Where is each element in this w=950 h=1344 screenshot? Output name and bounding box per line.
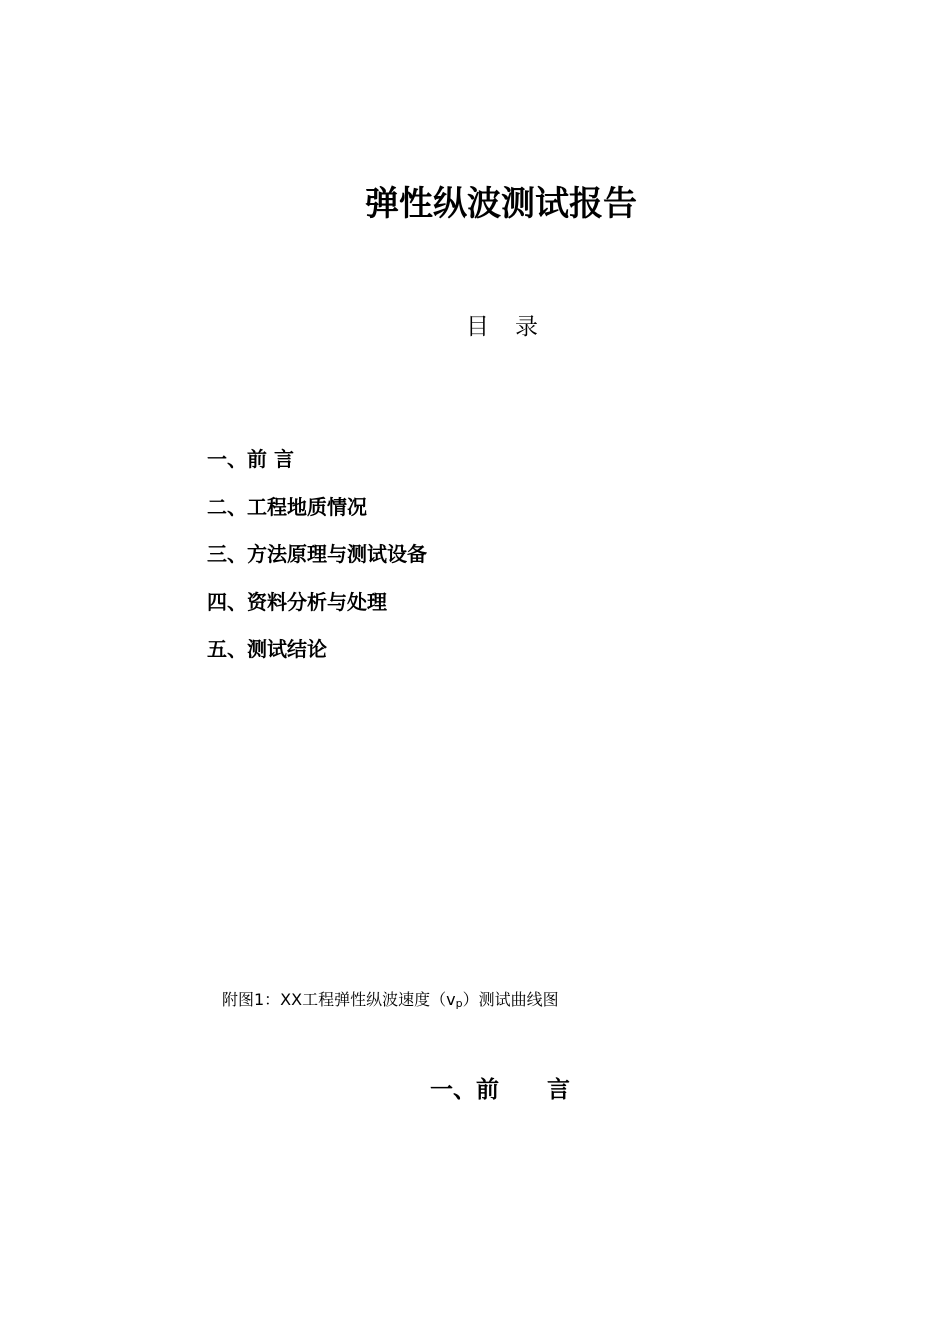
caption-prefix: 附图1：XX工程弹性纵波速度（v xyxy=(222,990,456,1009)
toc-item-method: 三、方法原理与测试设备 xyxy=(207,542,427,566)
table-of-contents xyxy=(207,444,427,682)
report-title: 弹性纵波测试报告 xyxy=(365,184,637,224)
toc-heading-char-1: 目 xyxy=(466,314,489,340)
toc-item-foreword: 一、前 言 xyxy=(207,447,294,471)
caption-subscript: p xyxy=(455,997,463,1010)
section-heading: 一、前 言 xyxy=(430,1077,571,1103)
toc-item-geology: 二、工程地质情况 xyxy=(207,494,367,519)
toc-item-conclusion: 五、测试结论 xyxy=(207,637,327,661)
toc-heading-char-2: 录 xyxy=(515,314,538,340)
caption-suffix: ）测试曲线图 xyxy=(462,990,559,1009)
toc-heading xyxy=(466,308,538,341)
figure-caption xyxy=(222,987,559,1010)
toc-item-analysis: 四、资料分析与处理 xyxy=(207,589,387,614)
